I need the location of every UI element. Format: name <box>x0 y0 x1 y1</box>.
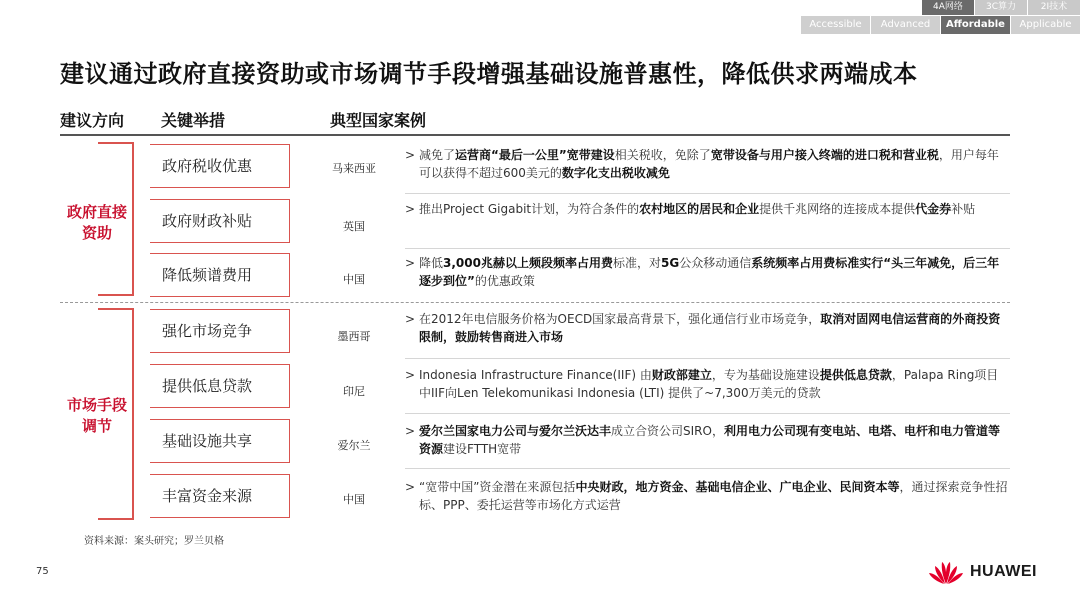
case-description <box>405 146 1010 182</box>
case-segment: 建设FTTH宽带 <box>443 442 522 456</box>
tab-4a-network[interactable]: 4A网络 <box>922 0 974 15</box>
case-highlight: 爱尔兰国家电力公司与爱尔兰沃达丰 <box>419 424 612 438</box>
case-segment: Indonesia Infrastructure Finance(IIF) 由 <box>419 368 652 382</box>
case-segment: 公众移动通信 <box>679 256 752 270</box>
country-label: 马来西亚 <box>332 162 376 175</box>
row-divider <box>405 413 1010 414</box>
measure-label: 强化市场竞争 <box>162 322 253 340</box>
bullet-arrow-icon: > <box>405 256 416 270</box>
measure-label: 降低频谱费用 <box>162 266 253 284</box>
measure-label: 提供低息贷款 <box>162 377 253 395</box>
header-divider <box>60 134 1010 136</box>
country-label: 爱尔兰 <box>337 439 371 452</box>
case-body <box>419 200 1010 218</box>
case-segment: 推出Project Gigabit计划，为符合条件的 <box>419 202 640 216</box>
measure-label: 基础设施共享 <box>162 432 253 450</box>
measure-box <box>150 309 290 353</box>
case-body <box>419 254 1010 290</box>
tab-advanced[interactable]: Advanced <box>871 16 940 34</box>
group-label-market: 市场手段调节 <box>66 396 127 435</box>
top-tab-bar <box>921 0 1080 15</box>
country-label: 中国 <box>343 273 365 286</box>
brand-name: HUAWEI <box>970 563 1037 580</box>
header-measure: 关键举措 <box>161 111 226 130</box>
tab-accessible[interactable]: Accessible <box>801 16 870 34</box>
case-body <box>419 146 1010 182</box>
row-divider <box>405 358 1010 359</box>
case-description <box>405 366 1010 402</box>
case-segment: 在2012年电信服务价格为OECD国家最高背景下，强化通信行业市场竞争， <box>419 312 821 326</box>
measure-label: 政府财政补贴 <box>162 212 253 230</box>
case-segment: 的优惠政策 <box>474 274 535 288</box>
measure-label: 丰富资金来源 <box>162 487 253 505</box>
measure-box <box>150 144 290 188</box>
page-title: 建议通过政府直接资助或市场调节手段增强基础设施普惠性，降低供求两端成本 <box>60 60 918 88</box>
case-highlight: 数字化支出税收减免 <box>561 166 670 180</box>
case-body <box>419 478 1010 514</box>
measure-box <box>150 474 290 518</box>
group-bracket-gov <box>98 142 134 296</box>
case-highlight: 代金券 <box>915 202 952 216</box>
case-segment: ，通过探索竞争性招标、PPP、委托运营等市场化方式运营 <box>419 480 1008 512</box>
case-segment: 成立合资公司SIRO， <box>611 424 724 438</box>
country-label: 英国 <box>343 220 365 233</box>
tab-2i-tech[interactable]: 2I技术 <box>1028 0 1080 15</box>
header-direction: 建议方向 <box>60 111 125 130</box>
case-segment: 补贴 <box>951 202 976 216</box>
bullet-arrow-icon: > <box>405 202 416 216</box>
row-divider <box>405 193 1010 194</box>
measure-box <box>150 364 290 408</box>
bullet-arrow-icon: > <box>405 424 416 438</box>
case-segment: 相关税收，免除了 <box>614 148 711 162</box>
case-highlight: 5G <box>661 256 680 270</box>
case-segment: ， <box>938 148 951 162</box>
case-description <box>405 254 1010 290</box>
measure-box <box>150 199 290 243</box>
country-label: 中国 <box>343 493 365 506</box>
case-segment: 减免了 <box>419 148 456 162</box>
case-segment: 标准，对 <box>612 256 661 270</box>
tab-affordable[interactable]: Affordable <box>941 16 1010 34</box>
huawei-logo-icon <box>928 559 964 585</box>
case-segment: 降低 <box>419 256 444 270</box>
sub-tab-bar <box>800 16 1080 34</box>
case-highlight: 中央财政，地方资金、基础电信企业、广电企业、民间资本等 <box>575 480 900 494</box>
page-number: 75 <box>36 566 49 577</box>
brand <box>928 559 1037 585</box>
case-highlight: 运营商“最后一公里”宽带建设 <box>455 148 615 162</box>
case-highlight: 取消对固网电信运营商的外商投资限制，鼓励转售商进入市场 <box>419 312 1001 344</box>
case-body <box>419 422 1010 458</box>
row-divider <box>405 468 1010 469</box>
case-highlight: 3,000兆赫以上频段频率占用费 <box>443 256 613 270</box>
case-body <box>419 366 1010 402</box>
case-segment: ，专为基础设施建设 <box>711 368 820 382</box>
group-bracket-market <box>98 308 134 520</box>
case-segment: “宽带中国”资金潜在来源包括 <box>419 480 576 494</box>
source-note: 资料来源：案头研究；罗兰贝格 <box>84 536 224 547</box>
case-highlight: 宽带设备与用户接入终端的进口税和营业税 <box>710 148 939 162</box>
case-description <box>405 422 1010 458</box>
measure-box <box>150 253 290 297</box>
tab-3c-compute[interactable]: 3C算力 <box>975 0 1027 15</box>
row-divider <box>405 248 1010 249</box>
header-case: 典型国家案例 <box>330 111 427 130</box>
group-label-gov-funding: 政府直接资助 <box>66 203 127 242</box>
group-divider <box>60 302 1010 303</box>
case-highlight: 农村地区的居民和企业 <box>639 202 760 216</box>
bullet-arrow-icon: > <box>405 312 416 326</box>
bullet-arrow-icon: > <box>405 368 416 382</box>
country-label: 印尼 <box>343 385 365 398</box>
case-description <box>405 310 1010 346</box>
bullet-arrow-icon: > <box>405 480 416 494</box>
case-highlight: 利用电力公司现有变电站、电塔、电杆和电力管道等资源 <box>419 424 1000 456</box>
case-highlight: 财政部建立 <box>651 368 712 382</box>
case-segment: 用户每年可以获得不超过600美元的 <box>419 148 999 180</box>
tab-applicable[interactable]: Applicable <box>1011 16 1080 34</box>
case-body <box>419 310 1010 346</box>
measure-label: 政府税收优惠 <box>162 157 253 175</box>
case-description <box>405 478 1010 514</box>
country-label: 墨西哥 <box>337 330 371 343</box>
case-segment: ，Palapa Ring项目中IIF向Len Telekomunikasi Indonesia (LTI) 提供了~7,300万美元的贷款 <box>419 368 999 400</box>
case-highlight: 提供低息贷款 <box>819 368 892 382</box>
bullet-arrow-icon: > <box>405 148 416 162</box>
measure-box <box>150 419 290 463</box>
case-segment: 提供千兆网络的连接成本提供 <box>759 202 916 216</box>
case-description <box>405 200 1010 218</box>
case-highlight: 系统频率占用费标准实行“头三年减免，后三年逐步到位” <box>419 256 1000 288</box>
